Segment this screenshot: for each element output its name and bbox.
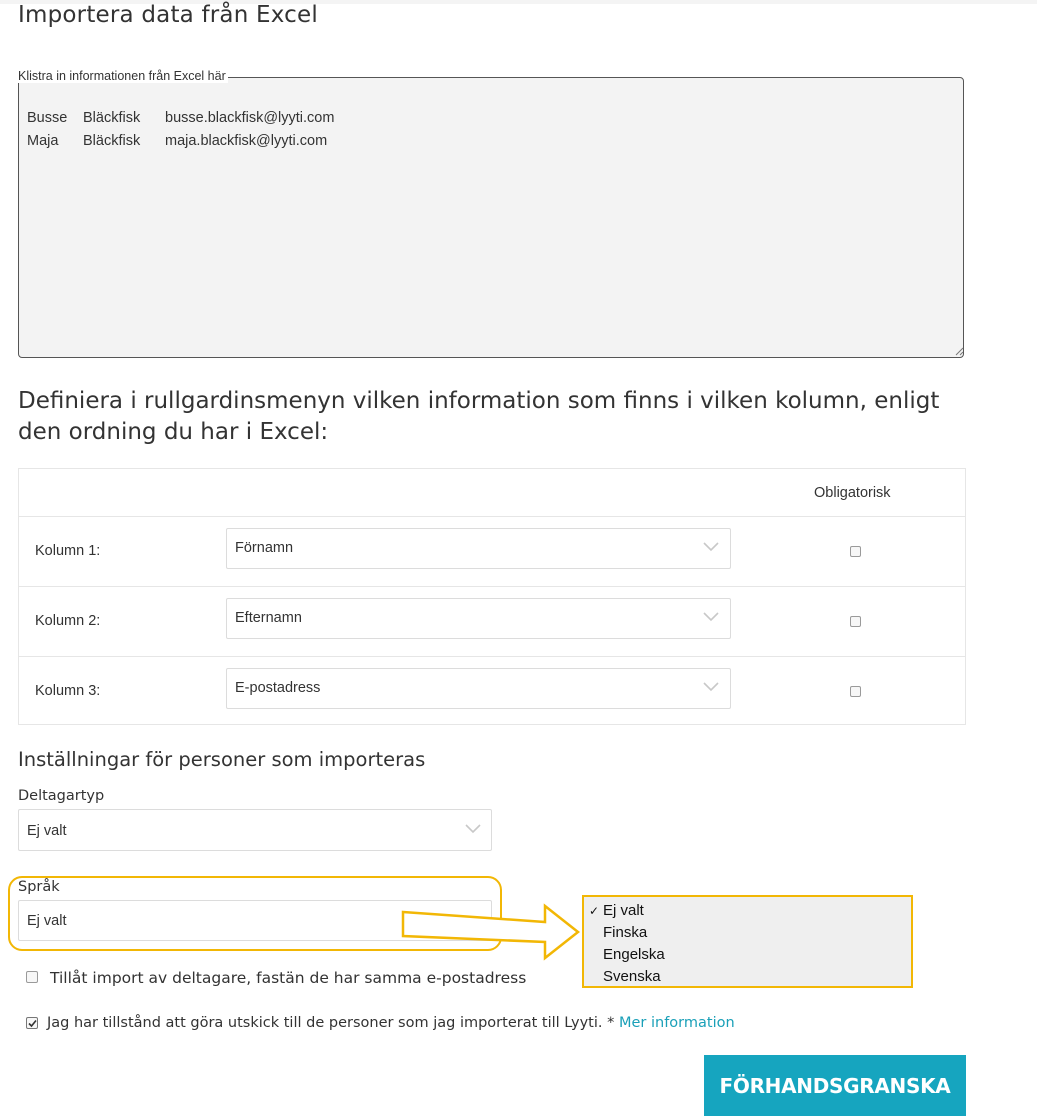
allow-duplicates-checkbox[interactable] <box>26 971 38 983</box>
column-label: Kolumn 2: <box>35 613 101 629</box>
option-label: Engelska <box>603 946 665 963</box>
preview-button[interactable]: FÖRHANDSGRANSKA <box>704 1055 966 1116</box>
paste-cell-last: Bläckfisk <box>83 110 141 126</box>
paste-cell-first: Maja <box>27 133 59 149</box>
table-row <box>19 656 965 726</box>
table-header <box>19 469 965 517</box>
required-checkbox[interactable] <box>850 616 861 627</box>
language-label: Språk <box>18 879 60 895</box>
column-mapping-table <box>18 468 966 725</box>
permission-label: Jag har tillstånd att göra utskick till de personer som jag importerat till Lyyti. * <box>47 1015 615 1031</box>
chevron-down-icon <box>703 542 719 552</box>
table-row <box>19 586 965 657</box>
paste-row <box>27 133 427 156</box>
column-label: Kolumn 3: <box>35 683 101 699</box>
column-2-select[interactable] <box>226 598 731 639</box>
paste-legend: Klistra in informationen från Excel här <box>18 69 226 83</box>
column-1-select[interactable] <box>226 528 731 569</box>
check-icon <box>28 1019 37 1028</box>
settings-heading: Inställningar för personer som importeras <box>18 748 426 771</box>
option-label: Finska <box>603 924 648 941</box>
chevron-down-icon <box>465 824 481 834</box>
column-label: Kolumn 1: <box>35 543 101 559</box>
required-checkbox[interactable] <box>850 686 861 697</box>
checkmark-icon: ✓ <box>589 904 600 918</box>
more-info-link[interactable]: Mer information <box>618 1015 735 1031</box>
table-row <box>19 516 965 587</box>
language-option[interactable] <box>584 900 911 922</box>
paste-cell-email: maja.blackfisk@lyyti.com <box>165 133 328 149</box>
language-option[interactable] <box>584 922 911 944</box>
option-label: Svenska <box>603 968 661 985</box>
required-checkbox[interactable] <box>850 546 861 557</box>
page-title: Importera data från Excel <box>18 2 318 28</box>
callout-arrow-icon <box>395 900 585 964</box>
paste-cell-first: Busse <box>27 110 68 126</box>
paste-content <box>27 110 427 156</box>
permission-checkbox[interactable] <box>26 1017 38 1029</box>
chevron-down-icon <box>703 612 719 622</box>
language-option[interactable] <box>584 944 911 966</box>
column-3-select[interactable] <box>226 668 731 709</box>
allow-duplicates-label: Tillåt import av deltagare, fastän de har samma e-postadress <box>50 969 527 987</box>
select-value: Ej valt <box>27 913 67 929</box>
resize-grip-icon[interactable] <box>954 346 964 356</box>
select-value: Efternamn <box>235 610 302 626</box>
select-value: Ej valt <box>27 823 67 839</box>
language-option[interactable] <box>584 966 911 988</box>
paste-cell-email: busse.blackfisk@lyyti.com <box>165 110 335 126</box>
select-value: Förnamn <box>235 540 294 556</box>
chevron-down-icon <box>703 682 719 692</box>
paste-row <box>27 110 427 133</box>
participant-type-label: Deltagartyp <box>18 788 105 804</box>
option-label: Ej valt <box>603 902 644 919</box>
permission-text <box>47 1015 735 1031</box>
paste-cell-last: Bläckfisk <box>83 133 141 149</box>
participant-type-select[interactable] <box>18 809 492 851</box>
select-value: E-postadress <box>235 680 321 696</box>
define-heading: Definiera i rullgardinsmenyn vilken information som finns i vilken kolumn, enligt den ordning du har i Excel: <box>18 388 940 445</box>
required-column-header: Obligatorisk <box>814 485 891 501</box>
language-dropdown[interactable] <box>582 895 913 988</box>
